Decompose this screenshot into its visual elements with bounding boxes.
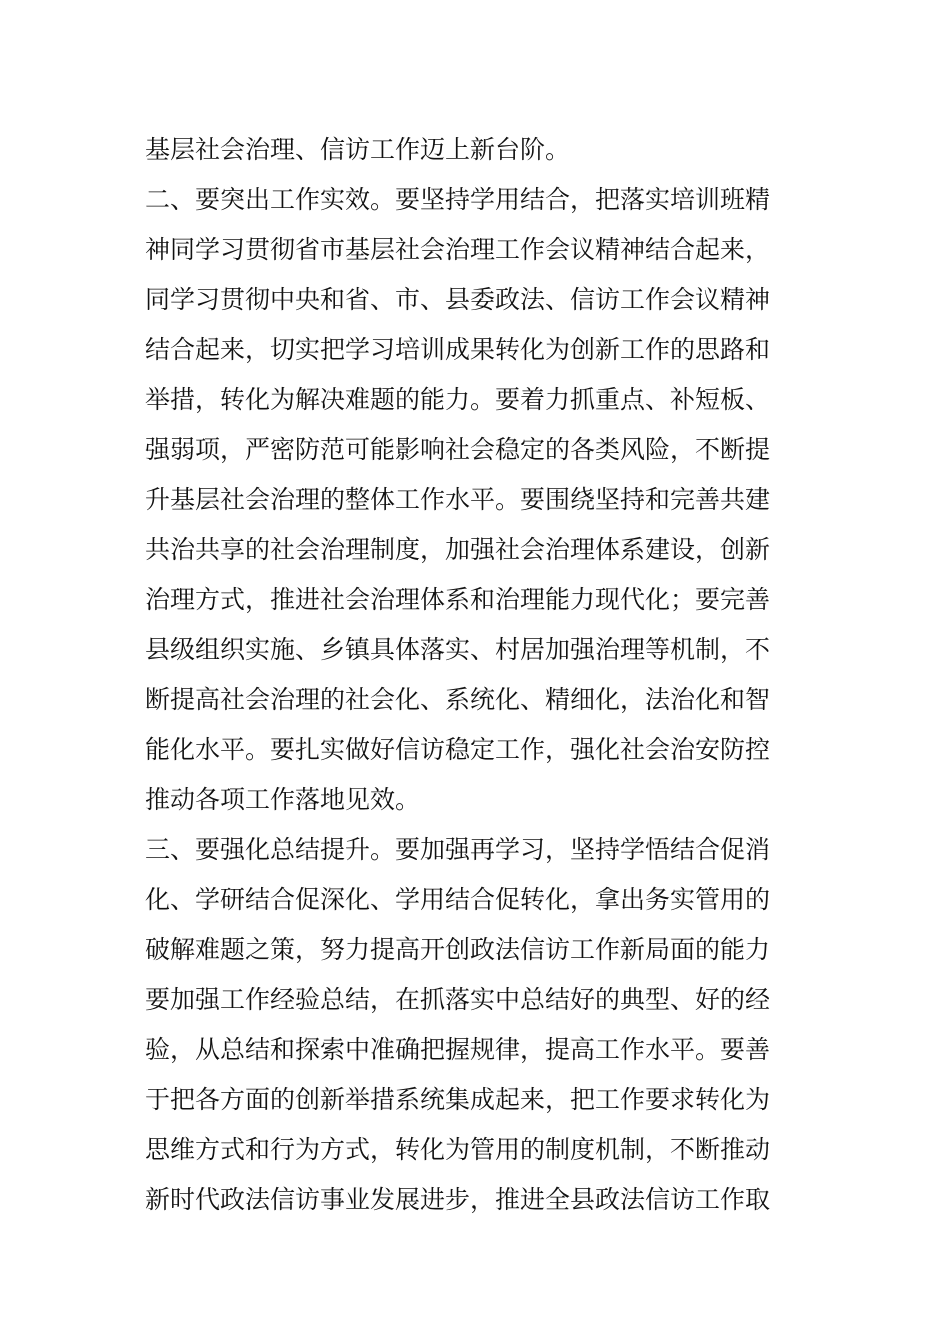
text-line: 结合起来，切实把学习培训成果转化为创新工作的思路和 [145, 335, 771, 364]
text-line: 验，从总结和探索中准确把握规律，提高工作水平。要善 [145, 1035, 771, 1064]
text-line: 思维方式和行为方式，转化为管用的制度机制，不断推动 [145, 1135, 771, 1164]
text-line: 县级组织实施、乡镇具体落实、村居加强治理等机制，不 [145, 635, 771, 664]
text-line: 三、要强化总结提升。要加强再学习，坚持学悟结合促消 [145, 835, 771, 864]
text-line: 共治共享的社会治理制度，加强社会治理体系建设，创新 [145, 535, 771, 564]
text-line: 新时代政法信访事业发展进步，推进全县政法信访工作取 [145, 1185, 771, 1214]
body-text [145, 125, 825, 1225]
text-line: 治理方式，推进社会治理体系和治理能力现代化；要完善 [145, 585, 771, 614]
text-line: 神同学习贯彻省市基层社会治理工作会议精神结合起来， [145, 235, 771, 264]
text-line: 升基层社会治理的整体工作水平。要围绕坚持和完善共建 [145, 485, 771, 514]
text-line: 推动各项工作落地见效。 [145, 785, 421, 814]
text-line: 要加强工作经验总结，在抓落实中总结好的典型、好的经 [145, 985, 771, 1014]
text-line: 破解难题之策，努力提高开创政法信访工作新局面的能力 [145, 935, 771, 964]
text-line: 断提高社会治理的社会化、系统化、精细化，法治化和智 [145, 685, 771, 714]
text-line: 二、要突出工作实效。要坚持学用结合，把落实培训班精 [145, 185, 771, 214]
text-line: 于把各方面的创新举措系统集成起来，把工作要求转化为 [145, 1085, 771, 1114]
text-line: 举措，转化为解决难题的能力。要着力抓重点、补短板、 [145, 385, 771, 414]
text-line: 基层社会治理、信访工作迈上新台阶。 [145, 135, 571, 164]
text-line: 能化水平。要扎实做好信访稳定工作，强化社会治安防控 [145, 735, 771, 764]
text-line: 化、学研结合促深化、学用结合促转化，拿出务实管用的 [145, 885, 771, 914]
text-line: 强弱项，严密防范可能影响社会稳定的各类风险，不断提 [145, 435, 771, 464]
text-line: 同学习贯彻中央和省、市、县委政法、信访工作会议精神 [145, 285, 771, 314]
